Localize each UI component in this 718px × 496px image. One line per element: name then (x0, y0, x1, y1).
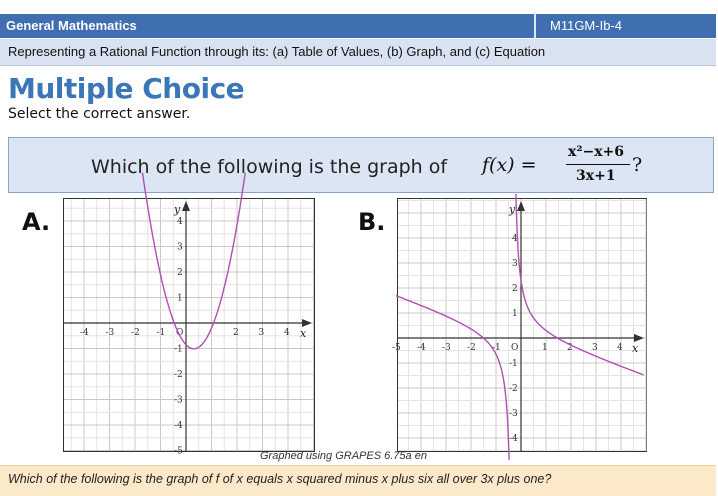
competency-code-cell (534, 14, 718, 38)
y-tick-label: 1 (177, 293, 183, 304)
alt-text: Which of the following is the graph of f of x equals x squared minus x plus six all over 3x plus one? (8, 472, 552, 486)
x-tick-label: -3 (105, 328, 115, 338)
alt-text-footer (0, 465, 716, 496)
x-tick-label: O (176, 328, 184, 338)
function-curve (396, 296, 509, 460)
question-text: Which of the following is the graph of (91, 156, 448, 178)
option-b-graph[interactable] (392, 198, 647, 452)
x-tick-label: -3 (442, 343, 451, 353)
top-spacer (0, 0, 716, 14)
x-tick-label: 2 (233, 328, 239, 338)
question-mark: ? (632, 154, 643, 176)
function-curve (516, 194, 644, 375)
x-axis-arrow (634, 334, 644, 342)
option-a-plot (64, 199, 314, 457)
grid-lines (64, 199, 314, 451)
y-tick-label: -3 (174, 395, 183, 406)
grid-lines (398, 199, 646, 451)
y-tick-label: -2 (509, 384, 518, 394)
y-tick-label: 3 (512, 259, 518, 269)
y-tick-label: -2 (174, 370, 183, 380)
x-tick-label: 2 (567, 343, 573, 353)
lesson-title: Representing a Rational Function through its: (a) Table of Values, (b) Graph, and (c) Equation (8, 44, 546, 59)
function-lhs: f(x) = (482, 154, 537, 176)
y-axis-label: y (174, 203, 181, 216)
y-axis-arrow (517, 201, 525, 211)
x-tick-label: -5 (392, 343, 401, 353)
x-tick-label: 3 (592, 343, 598, 353)
y-tick-label: 2 (177, 268, 183, 278)
y-tick-label: -4 (509, 434, 518, 444)
x-tick-label: -1 (492, 343, 501, 353)
x-tick-label: 3 (258, 328, 265, 338)
y-tick-label: 2 (512, 284, 518, 294)
x-axis-label: x (632, 342, 639, 355)
function-curve (143, 173, 246, 349)
option-b-label[interactable]: B. (358, 208, 386, 236)
y-tick-label: -5 (174, 446, 183, 457)
x-tick-label: -4 (417, 343, 426, 353)
x-tick-label: 1 (542, 343, 548, 353)
option-a-label[interactable]: A. (22, 208, 51, 236)
fraction-bar (566, 164, 630, 165)
y-axis-arrow (182, 201, 190, 211)
y-tick-label: -3 (509, 409, 518, 419)
x-axis-label: x (300, 327, 307, 340)
y-tick-label: 3 (177, 242, 183, 253)
function-denominator: 3x+1 (576, 168, 616, 184)
y-tick-label: 1 (512, 309, 518, 319)
module-header (0, 14, 716, 38)
x-tick-label: -2 (467, 343, 476, 353)
section-instruction: Select the correct answer. (8, 106, 191, 122)
x-axis-arrow (302, 319, 312, 327)
y-tick-label: -4 (174, 421, 183, 431)
competency-code: M11GM-Ib-4 (550, 18, 622, 33)
section-heading: Multiple Choice (8, 72, 245, 105)
y-tick-label: 4 (512, 234, 518, 244)
x-tick-label: 4 (617, 343, 623, 353)
graph-credit: Graphed using GRAPES 6.75a en (260, 450, 427, 462)
y-axis-label: y (509, 203, 516, 216)
x-tick-label: -4 (80, 328, 89, 338)
y-tick-label: -1 (509, 359, 518, 369)
option-b-plot (392, 199, 646, 451)
x-tick-label: -1 (156, 328, 166, 338)
y-tick-label: -1 (174, 344, 183, 355)
lesson-subheader (0, 38, 716, 66)
function-numerator: x²−x+6 (568, 144, 625, 160)
x-tick-label: -2 (131, 328, 140, 338)
x-tick-label: O (511, 343, 519, 353)
option-a-graph[interactable] (63, 198, 315, 457)
y-tick-label: 4 (177, 217, 183, 227)
question-box (8, 137, 714, 193)
subject-title: General Mathematics (6, 18, 137, 33)
x-tick-label: 4 (284, 328, 290, 338)
